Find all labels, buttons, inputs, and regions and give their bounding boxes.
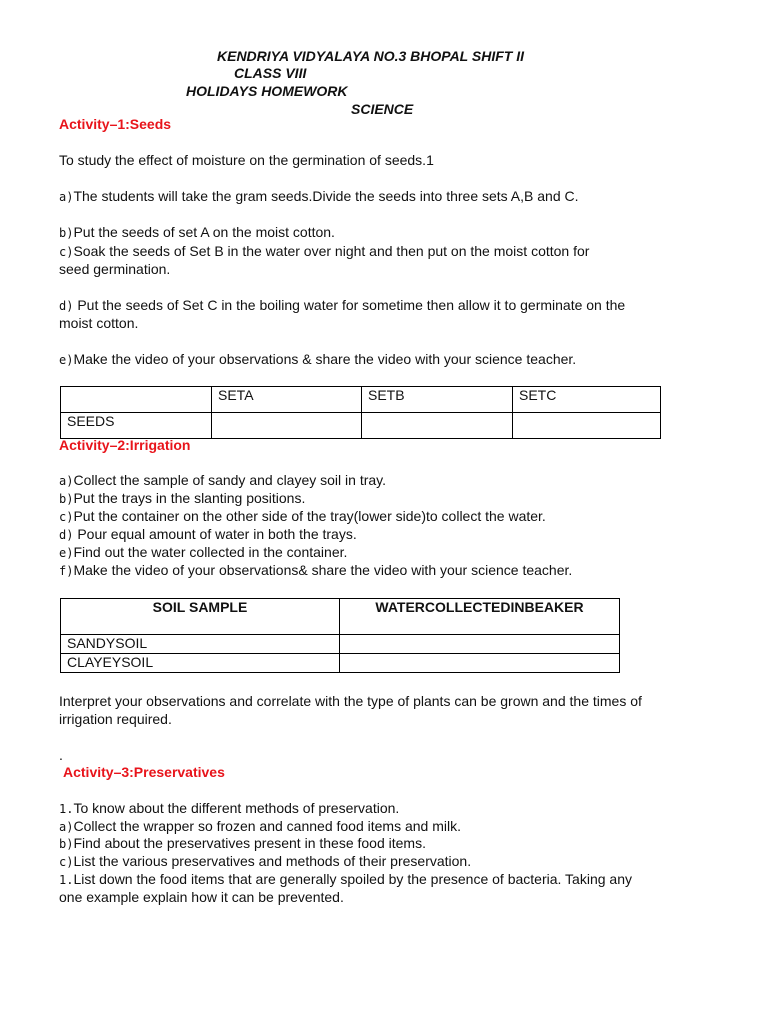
table-header-row [61,599,620,635]
list-text: The students will take the gram seeds.Divide the seeds into three sets A,B and C. [73,188,579,204]
list-item [59,351,576,369]
list-text: Put the seeds of set A on the moist cotton. [73,224,335,240]
list-item [59,490,305,508]
school-name: KENDRIYA VIDYALAYA NO.3 BHOPAL SHIFT II [217,48,524,64]
list-item [59,544,347,562]
table-cell [362,413,513,439]
activity-1-intro: To study the effect of moisture on the germination of seeds.1 [59,152,434,168]
list-text: Make the video of your observations & share the video with your science teacher. [73,351,577,367]
list-item [59,243,589,261]
list-marker: f) [59,564,74,578]
table-header-cell: SETB [362,387,513,413]
list-marker: c) [59,510,74,524]
seeds-table [60,386,661,439]
activity-2-title: Activity–2:Irrigation [59,437,191,453]
list-marker: a) [59,474,74,488]
list-marker: d) [59,528,74,542]
soil-table [60,598,620,673]
list-text-continued: seed germination. [59,261,171,277]
table-cell [340,635,620,654]
interpret-text-continued: irrigation required. [59,711,172,727]
list-marker: 1. [59,873,74,887]
list-text: Soak the seeds of Set B in the water over night and then put on the moist cotton for [73,243,590,259]
list-marker: b) [59,226,74,240]
homework-title: HOLIDAYS HOMEWORK [186,83,348,99]
list-marker: a) [59,190,74,204]
table-header-cell: SOIL SAMPLE [61,599,340,635]
activity-3-title: Activity–3:Preservatives [63,764,225,780]
table-row [61,635,620,654]
subject-label: SCIENCE [351,101,414,117]
list-marker: e) [59,546,74,560]
table-header-cell: SETA [212,387,362,413]
list-item [59,818,461,836]
list-item [59,188,579,206]
table-row-label: SANDYSOIL [61,635,340,654]
list-item [59,835,426,853]
table-cell [513,413,661,439]
table-row-label: SEEDS [61,413,212,439]
table-row [61,654,620,673]
list-text-continued: moist cotton. [59,315,139,331]
list-text: Put the seeds of Set C in the boiling water for sometime then allow it to germinate on the [73,297,626,313]
table-cell [340,654,620,673]
table-cell [61,387,212,413]
list-marker: c) [59,855,74,869]
table-header-row [61,387,661,413]
list-text: Make the video of your observations& share the video with your science teacher. [73,562,573,578]
table-row [61,413,661,439]
list-text: To know about the different methods of preservation. [73,800,400,816]
list-item [59,508,546,526]
list-text: List the various preservatives and methods of their preservation. [73,853,472,869]
activity-1-title: Activity–1:Seeds [59,116,172,132]
list-text: Put the trays in the slanting positions. [73,490,306,506]
stray-dot: . [59,747,63,763]
list-item [59,853,471,871]
list-item [59,562,572,580]
list-text: Collect the wrapper so frozen and canned food items and milk. [73,818,461,834]
list-marker: e) [59,353,74,367]
list-item [59,472,386,490]
list-text: Put the container on the other side of the tray(lower side)to collect the water. [73,508,546,524]
list-marker: 1. [59,802,74,816]
list-marker: d) [59,299,74,313]
interpret-text: Interpret your observations and correlate with the type of plants can be grown and the times of [59,693,642,709]
class-label: CLASS VIII [234,65,307,81]
list-text: Pour equal amount of water in both the trays. [73,526,357,542]
list-marker: a) [59,820,74,834]
table-header-cell: WATERCOLLECTEDINBEAKER [340,599,620,635]
table-row-label: CLAYEYSOIL [61,654,340,673]
list-item [59,800,399,818]
table-cell [212,413,362,439]
list-item [59,224,335,242]
list-item [59,526,357,544]
list-text-continued: one example explain how it can be prevented. [59,889,344,905]
list-text: Find about the preservatives present in these food items. [73,835,426,851]
list-marker: c) [59,245,74,259]
list-marker: b) [59,492,74,506]
list-item [59,871,632,889]
list-marker: b) [59,837,74,851]
list-item [59,297,625,315]
list-text: List down the food items that are generally spoiled by the presence of bacteria. Taking any [73,871,632,887]
list-text: Find out the water collected in the container. [73,544,348,560]
table-header-cell: SETC [513,387,661,413]
list-text: Collect the sample of sandy and clayey soil in tray. [73,472,387,488]
